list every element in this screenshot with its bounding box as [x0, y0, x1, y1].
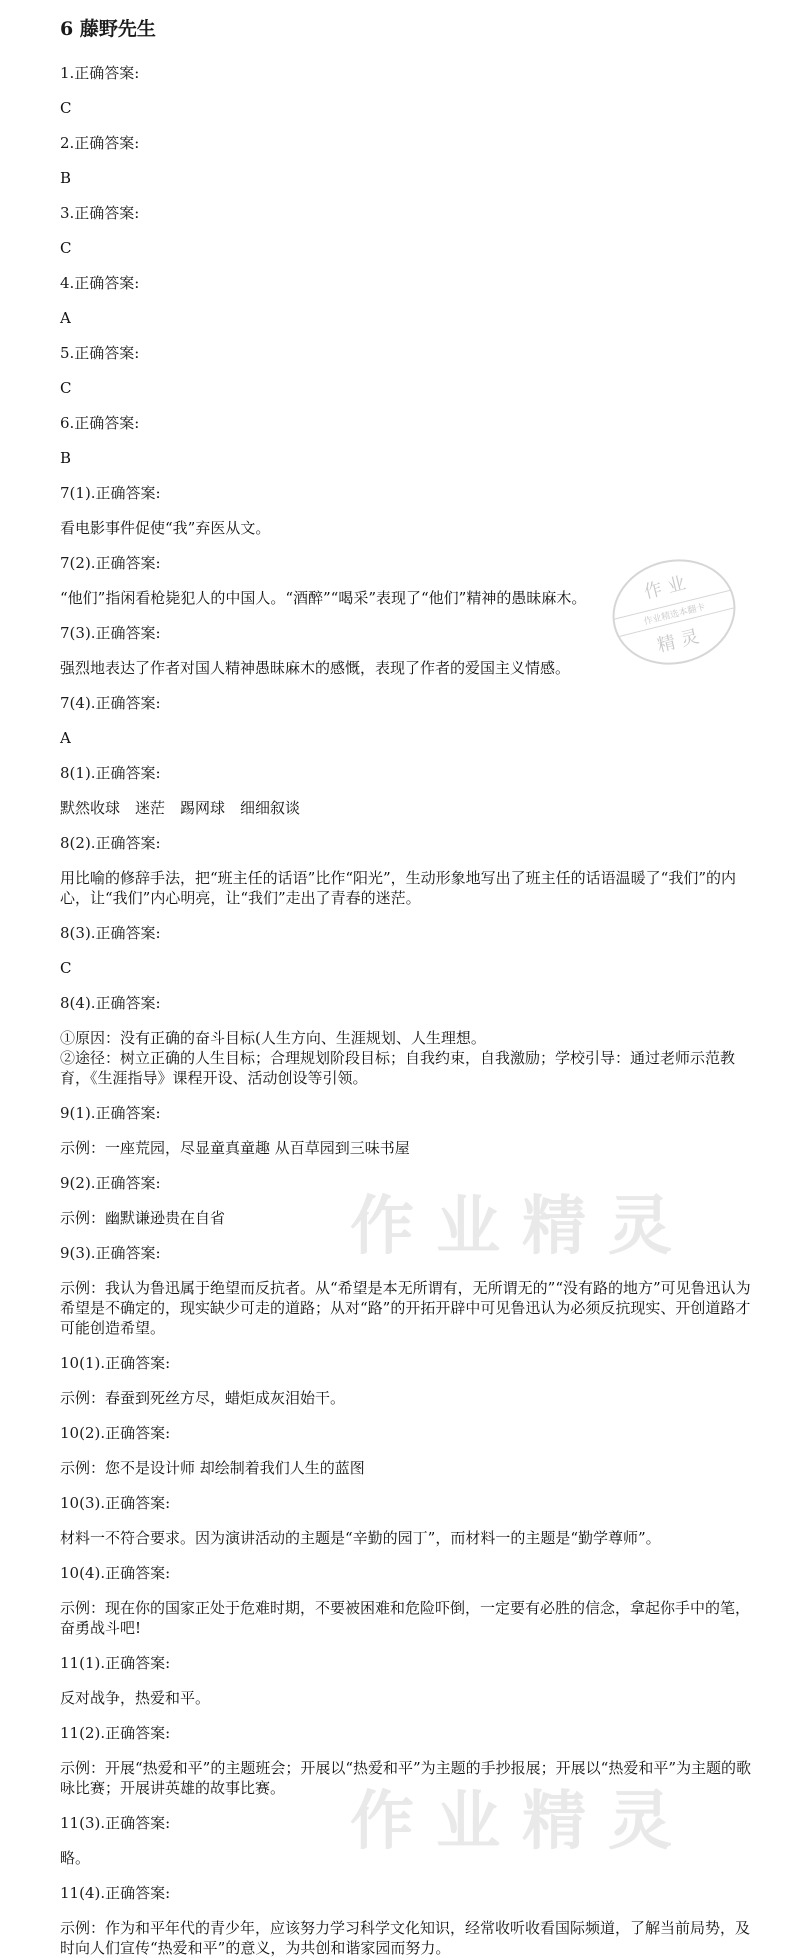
answer-text: A — [60, 309, 71, 327]
answer-text: 示例：幽默谦逊贵在自省 — [60, 1209, 226, 1227]
question-label: 10(2).正确答案: — [60, 1424, 171, 1442]
question-label: 1.正确答案: — [60, 64, 140, 82]
question-label: 11(4).正确答案: — [60, 1884, 171, 1902]
answer-text: 反对战争，热爱和平。 — [60, 1689, 211, 1707]
question-label: 11(3).正确答案: — [60, 1814, 171, 1832]
answer-text: 略。 — [60, 1849, 91, 1867]
answer-text: 示例：作为和平年代的青少年，应该努力学习科学文化知识，经常收听收看国际频道，了解当前局势，及时向人们宣传“热爱和平”的意义，为共创和谐家园而努力。 — [60, 1919, 751, 1957]
answer-text: 示例：您不是设计师 却绘制着我们人生的蓝图 — [60, 1459, 365, 1477]
question-label: 10(3).正确答案: — [60, 1494, 171, 1512]
question-label: 3.正确答案: — [60, 204, 140, 222]
stamp-top: 作业 — [642, 571, 694, 604]
watermark-2: 作业精灵 — [350, 1785, 694, 1859]
answer-text: 示例：现在你的国家正处于危难时期，不要被困难和危险吓倒，一定要有必胜的信念，拿起你手中的笔，奋勇战斗吧! — [60, 1599, 751, 1637]
answer-text: C — [60, 379, 72, 397]
page-title: 6 藤野先生 — [60, 18, 156, 40]
question-label: 8(2).正确答案: — [60, 834, 161, 852]
question-label: 10(4).正确答案: — [60, 1564, 171, 1582]
answer-text: 默然收球 迷茫 踢网球 细细叙谈 — [60, 799, 301, 817]
answer-text: 强烈地表达了作者对国人精神愚昧麻木的感慨，表现了作者的爱国主义情感。 — [60, 659, 571, 677]
answer-text: 用比喻的修辞手法，把“班主任的话语”比作“阳光”，生动形象地写出了班主任的话语温暖了“我们”的内心，让“我们”内心明亮，让“我们”走出了青春的迷茫。 — [60, 869, 737, 907]
question-label: 9(2).正确答案: — [60, 1174, 161, 1192]
question-label: 7(3).正确答案: — [60, 624, 161, 642]
answer-text: 示例：我认为鲁迅属于绝望而反抗者。从“希望是本无所谓有，无所谓无的”“没有路的地方”可见鲁迅认为希望是不确定的，现实缺少可走的道路；从对“路”的开拓开辟中可见鲁迅认为必须反抗现实、开创道路才可能创造希望。 — [60, 1279, 751, 1337]
question-label: 4.正确答案: — [60, 274, 140, 292]
watermark-1: 作业精灵 — [350, 1190, 694, 1264]
answer-document — [60, 10, 760, 1958]
question-label: 7(1).正确答案: — [60, 484, 161, 502]
answer-text: B — [60, 169, 72, 187]
answer-text: A — [60, 729, 71, 747]
question-label: 11(1).正确答案: — [60, 1654, 171, 1672]
answer-text: ①原因：没有正确的奋斗目标(人生方向、生涯规划、人生理想。 ②途径：树立正确的人生目标；合理规划阶段目标；自我约束，自我激励；学校引导：通过老师示范教育，《生涯指导》课程开设、活动创设等引领。 — [60, 1029, 736, 1087]
answer-text: C — [60, 99, 72, 117]
question-label: 11(2).正确答案: — [60, 1724, 171, 1742]
question-label: 8(3).正确答案: — [60, 924, 161, 942]
question-label: 6.正确答案: — [60, 414, 140, 432]
answer-text: C — [60, 959, 72, 977]
answer-text: 示例：开展“热爱和平”的主题班会；开展以“热爱和平”为主题的手抄报展；开展以“热爱和平”为主题的歌咏比赛；开展讲英雄的故事比赛。 — [60, 1759, 752, 1797]
question-label: 8(1).正确答案: — [60, 764, 161, 782]
answer-list — [60, 59, 760, 1958]
answer-text: C — [60, 239, 72, 257]
stamp-middle: 作业精选本翻卡 — [614, 590, 735, 637]
stamp-bottom: 精灵 — [655, 624, 707, 657]
answer-text: 材料一不符合要求。因为演讲活动的主题是“辛勤的园丁”，而材料一的主题是“勤学尊师”。 — [60, 1529, 661, 1547]
answer-text: “他们”指闲看枪毙犯人的中国人。“酒醉”“喝采”表现了“他们”精神的愚昧麻木。 — [60, 589, 587, 607]
answer-text: 示例：春蚕到死丝方尽，蜡炬成灰泪始干。 — [60, 1389, 346, 1407]
question-label: 7(2).正确答案: — [60, 554, 161, 572]
question-label: 5.正确答案: — [60, 344, 140, 362]
question-label: 10(1).正确答案: — [60, 1354, 171, 1372]
question-label: 9(1).正确答案: — [60, 1104, 161, 1122]
answer-text: 看电影事件促使“我”弃医从文。 — [60, 519, 271, 537]
answer-text: 示例：一座荒园，尽显童真童趣 从百草园到三味书屋 — [60, 1139, 410, 1157]
question-label: 8(4).正确答案: — [60, 994, 161, 1012]
question-label: 2.正确答案: — [60, 134, 140, 152]
answer-text: B — [60, 449, 72, 467]
question-label: 9(3).正确答案: — [60, 1244, 161, 1262]
question-label: 7(4).正确答案: — [60, 694, 161, 712]
